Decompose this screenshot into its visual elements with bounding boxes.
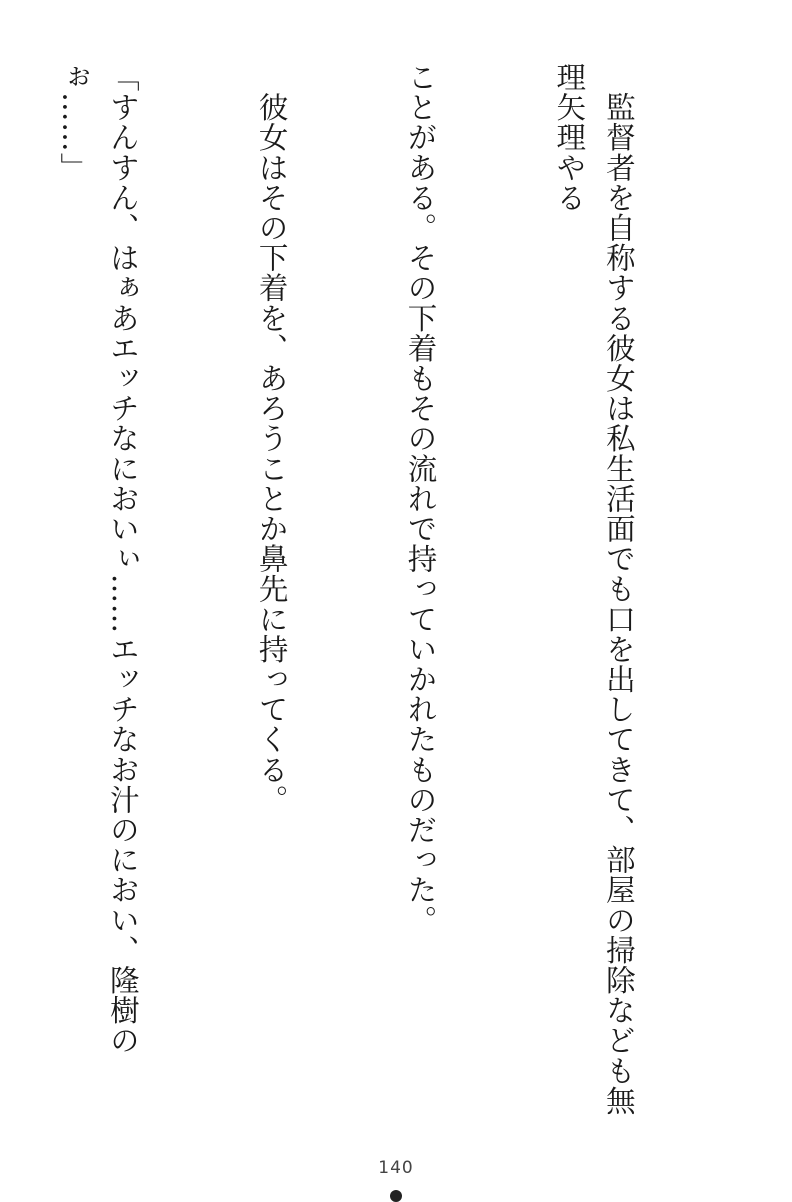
page-edge-mark [390,1190,402,1202]
page-number: 140 [378,1158,414,1178]
text-line: 監督者を自称する彼女は私生活面でも口を出してきて、部屋の掃除なども無理矢理やる [552,62,636,1116]
vertical-text-body [0,62,742,1122]
text-line: 彼女はその下着を、あろうことか鼻先に持ってくる。 [254,62,289,815]
text-line: ことがある。その下着もその流れで持っていかれたものだった。 [403,62,438,935]
text-line: 「すんすん、はぁあエッチなにおいぃ……エッチなお汁のにおい、隆樹のぉ……」 [56,62,140,1056]
